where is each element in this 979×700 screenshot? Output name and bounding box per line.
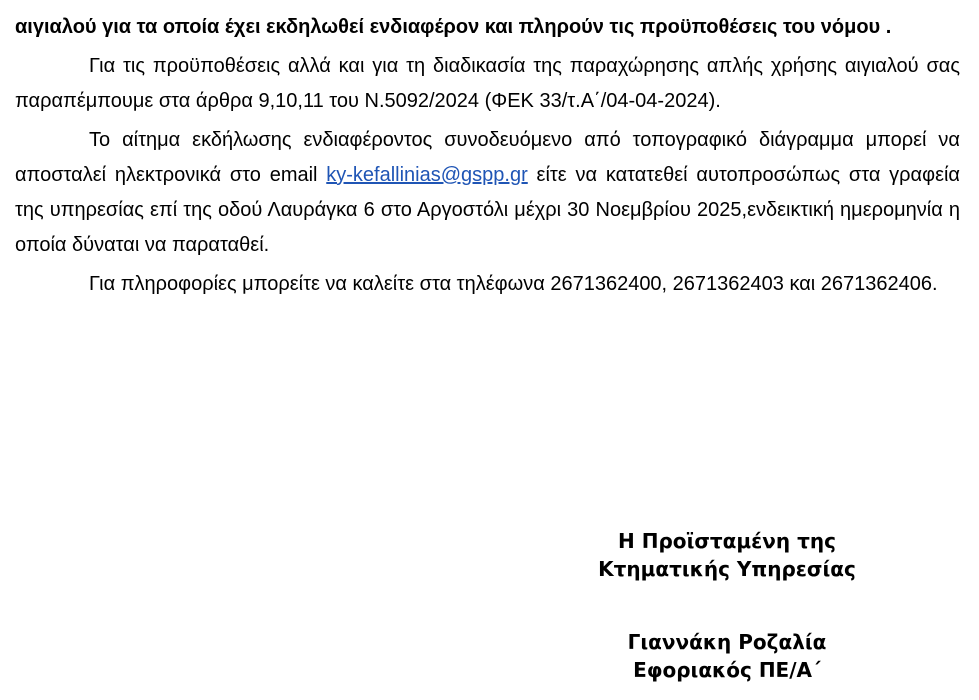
paragraph-procedure-reference: Για τις προϋποθέσεις αλλά και για τη διαδικασία της παραχώρησης απλής χρήσης αιγιαλού σας παραπέμπουμε στα άρθρα 9,10,11 του Ν.5092/2024 (ΦΕΚ 33/τ.Α΄/04-04-2024). xyxy=(15,55,960,112)
signature-name-block xyxy=(560,628,894,684)
signature-title-line2: Κτηματικής Υπηρεσίας xyxy=(598,557,856,581)
paragraph-law-conditions: αιγιαλού για τα οποία έχει εκδηλωθεί ενδιαφέρον και πληρούν τις προϋποθέσεις του νόμου . xyxy=(15,16,892,38)
signature-rank: Εφοριακός ΠΕ/Α΄ xyxy=(633,658,821,682)
signature-title-line1: Η Προϊσταμένη της xyxy=(618,529,836,553)
document-body xyxy=(15,0,960,302)
signature-title-block xyxy=(560,527,894,583)
paragraph-submission xyxy=(15,123,960,263)
submission-text-after: είτε να κατατεθεί αυτοπροσώπως στα γραφεία της υπηρεσίας επί της οδού Λαυράγκα 6 στο Αργοστόλι μέχρι 30 Νοεμβρίου 2025,ενδεικτική ημερομηνία η οποία δύναται να παραταθεί. xyxy=(15,164,960,256)
email-link[interactable]: ky-kefallinias@gspp.gr xyxy=(326,164,528,186)
paragraph-contact-phones: Για πληροφορίες μπορείτε να καλείτε στα τηλέφωνα 2671362400, 2671362403 και 2671362406. xyxy=(89,273,938,295)
submission-text-before: Το αίτημα εκδήλωσης ενδιαφέροντος συνοδευόμενο από τοπογραφικό διάγραμμα μπορεί να αποσταλεί ηλεκτρονικά στο email xyxy=(15,129,960,186)
signature-name: Γιαννάκη Ροζαλία xyxy=(627,630,827,654)
